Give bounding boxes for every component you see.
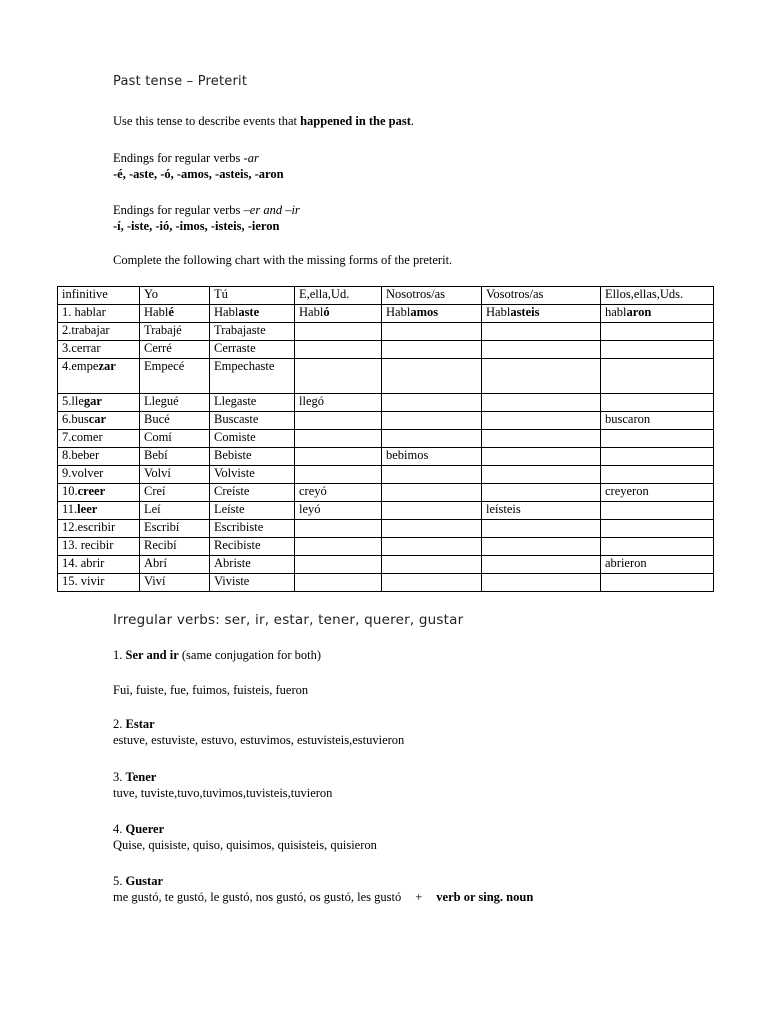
- table-row: [58, 412, 714, 430]
- cell-text: Leíste: [214, 502, 245, 516]
- cell-text: Escribí: [144, 520, 180, 534]
- conjugation-cell: [601, 394, 714, 412]
- cell-text: Habl: [486, 305, 511, 319]
- conjugation-cell: [482, 574, 601, 592]
- cell-text: 6.bus: [62, 412, 89, 426]
- conjugation-cell: [210, 484, 295, 502]
- conjugation-cell: [140, 305, 210, 323]
- er-ir-endings-list: -í, -iste, -ió, -imos, -isteis, -ieron: [113, 219, 280, 233]
- conjugation-cell: [482, 430, 601, 448]
- ending-bold: leer: [77, 502, 98, 516]
- cell-text: Comí: [144, 430, 172, 444]
- table-row: [58, 520, 714, 538]
- cell-text: 3.cerrar: [62, 341, 101, 355]
- table-row: [58, 305, 714, 323]
- conjugation-cell: [210, 574, 295, 592]
- cell-text: Bebiste: [214, 448, 252, 462]
- conjugation-cell: [601, 556, 714, 574]
- table-row: [58, 359, 714, 394]
- irregular-gustar-forms: me gustó, te gustó, le gustó, nos gustó, os gustó, les gustó + verb or sing. noun: [113, 890, 534, 904]
- conjugation-cell: [382, 556, 482, 574]
- irregular-querer-forms: Quise, quisiste, quiso, quisimos, quisisteis, quisieron: [113, 838, 377, 852]
- infinitive-cell: [58, 305, 140, 323]
- infinitive-cell: [58, 323, 140, 341]
- conjugation-cell: [210, 556, 295, 574]
- conjugation-cell: [382, 394, 482, 412]
- cell-text: Viviste: [214, 574, 250, 588]
- ar-endings-label: Endings for regular verbs -ar: [113, 151, 259, 165]
- infinitive-cell: [58, 520, 140, 538]
- ending-bold: gar: [83, 394, 102, 408]
- conjugation-cell: [382, 574, 482, 592]
- cell-text: Llegué: [144, 394, 179, 408]
- conjugation-cell: [382, 520, 482, 538]
- table-row: [58, 556, 714, 574]
- conjugation-cell: [382, 341, 482, 359]
- infinitive-cell: [58, 574, 140, 592]
- cell-text: Habl: [214, 305, 239, 319]
- cell-text: 2.trabajar: [62, 323, 110, 337]
- table-row: [58, 574, 714, 592]
- cell-text: 8.beber: [62, 448, 100, 462]
- table-row: [58, 502, 714, 520]
- conjugation-cell: [482, 341, 601, 359]
- gustar-complement: verb or sing. noun: [436, 890, 534, 904]
- irregular-ser-ir-forms: Fui, fuiste, fue, fuimos, fuisteis, fueron: [113, 683, 309, 697]
- conjugation-cell: [382, 448, 482, 466]
- irregular-verb-name: Ser and ir: [125, 648, 179, 662]
- cell-text: 7.comer: [62, 430, 103, 444]
- cell-text: 13. recibir: [62, 538, 114, 552]
- cell-text: buscaron: [605, 412, 651, 426]
- conjugation-cell: [601, 412, 714, 430]
- cell-text: leyó: [299, 502, 321, 516]
- conjugation-cell: [140, 341, 210, 359]
- conjugation-cell: [295, 359, 382, 394]
- cell-text: Cerraste: [214, 341, 256, 355]
- conjugation-cell: [482, 448, 601, 466]
- ending-bold: aron: [626, 305, 652, 319]
- conjugation-cell: [295, 466, 382, 484]
- conjugation-cell: [210, 341, 295, 359]
- ending-bold: zar: [98, 359, 116, 373]
- irregular-ser-ir: 1. Ser and ir (same conjugation for both): [113, 648, 322, 662]
- conjugation-cell: [140, 484, 210, 502]
- cell-text: Cerré: [144, 341, 172, 355]
- conjugation-cell: [382, 323, 482, 341]
- conjugation-cell: [295, 323, 382, 341]
- conjugation-cell: [210, 520, 295, 538]
- conjugation-cell: [482, 394, 601, 412]
- conjugation-cell: [140, 448, 210, 466]
- cell-text: abrieron: [605, 556, 647, 570]
- conjugation-cell: [601, 341, 714, 359]
- conjugation-cell: [482, 359, 601, 394]
- infinitive-cell: [58, 341, 140, 359]
- infinitive-cell: [58, 359, 140, 394]
- conjugation-cell: [140, 574, 210, 592]
- conjugation-cell: [210, 466, 295, 484]
- conjugation-cell: [382, 430, 482, 448]
- cell-text: leísteis: [486, 502, 521, 516]
- conjugation-cell: [295, 502, 382, 520]
- conjugation-cell: [482, 305, 601, 323]
- cell-text: Creíste: [214, 484, 250, 498]
- cell-text: Viví: [144, 574, 166, 588]
- cell-text: 15. vivir: [62, 574, 105, 588]
- cell-text: 1. hablar: [62, 305, 106, 319]
- cell-text: Trabajé: [144, 323, 182, 337]
- conjugation-cell: [482, 520, 601, 538]
- table-header-row: [58, 287, 714, 305]
- conjugation-cell: [140, 520, 210, 538]
- cell-text: Trabajaste: [214, 323, 266, 337]
- conjugation-cell: [601, 574, 714, 592]
- ar-endings-block: [113, 150, 284, 182]
- conjugation-cell: [295, 520, 382, 538]
- cell-text: Buscaste: [214, 412, 259, 426]
- conjugation-cell: [210, 305, 295, 323]
- conjugation-cell: [601, 502, 714, 520]
- cell-text: Abrí: [144, 556, 167, 570]
- ending-bold: é: [168, 305, 174, 319]
- cell-text: 12.escribir: [62, 520, 116, 534]
- irregular-tener-forms: tuve, tuviste,tuvo,tuvimos,tuvisteis,tuvieron: [113, 786, 333, 800]
- cell-text: Habl: [144, 305, 169, 319]
- table-row: [58, 448, 714, 466]
- conjugation-cell: [295, 341, 382, 359]
- infinitive-cell: [58, 394, 140, 412]
- cell-text: Recibí: [144, 538, 177, 552]
- conjugation-cell: [210, 412, 295, 430]
- conjugation-cell: [140, 538, 210, 556]
- page-title: Past tense – Preterit: [113, 74, 248, 89]
- conjugation-cell: [295, 305, 382, 323]
- table-row: [58, 394, 714, 412]
- conjugation-cell: [210, 323, 295, 341]
- column-header: Nosotros/as: [382, 287, 482, 305]
- conjugation-cell: [210, 430, 295, 448]
- cell-text: 9.volver: [62, 466, 104, 480]
- cell-text: Bucé: [144, 412, 170, 426]
- conjugation-cell: [295, 574, 382, 592]
- irregular-verb-name: Gustar: [125, 874, 163, 888]
- conjugation-cell: [140, 412, 210, 430]
- cell-text: 11.: [62, 502, 78, 516]
- ending-bold: car: [88, 412, 107, 426]
- infinitive-cell: [58, 430, 140, 448]
- conjugation-cell: [482, 323, 601, 341]
- conjugation-cell: [382, 466, 482, 484]
- intro-paragraph: [113, 114, 414, 129]
- cell-text: Habl: [386, 305, 411, 319]
- cell-text: 10.: [62, 484, 78, 498]
- column-header: Vosotros/as: [482, 287, 601, 305]
- conjugation-cell: [601, 359, 714, 394]
- conjugation-cell: [482, 466, 601, 484]
- column-header: E,ella,Ud.: [295, 287, 382, 305]
- conjugation-cell: [140, 556, 210, 574]
- irregular-estar-forms: estuve, estuviste, estuvo, estuvimos, estuvisteis,estuvieron: [113, 733, 405, 747]
- conjugation-cell: [140, 466, 210, 484]
- cell-text: creyeron: [605, 484, 649, 498]
- infinitive-cell: [58, 538, 140, 556]
- infinitive-cell: [58, 556, 140, 574]
- cell-text: Bebí: [144, 448, 168, 462]
- conjugation-cell: [295, 484, 382, 502]
- irregular-verb-name: Querer: [125, 822, 165, 836]
- irregular-tener: 3. Tener tuve, tuviste,tuvo,tuvimos,tuvisteis,tuvieron: [113, 770, 333, 800]
- intro-text: Use this tense to describe events that: [113, 114, 301, 128]
- conjugation-cell: [382, 359, 482, 394]
- cell-text: Empechaste: [214, 359, 275, 373]
- conjugation-cell: [601, 520, 714, 538]
- ending-bold: creer: [77, 484, 106, 498]
- conjugation-cell: [140, 323, 210, 341]
- cell-text: Abriste: [214, 556, 251, 570]
- cell-text: creyó: [299, 484, 327, 498]
- cell-text: Empecé: [144, 359, 185, 373]
- cell-text: 14. abrir: [62, 556, 105, 570]
- plus-sign: +: [415, 890, 423, 904]
- intro-suffix: .: [410, 114, 415, 128]
- cell-text: Creí: [144, 484, 166, 498]
- irregular-estar: 2. Estar estuve, estuviste, estuvo, estuvimos, estuvisteis,estuvieron: [113, 717, 405, 747]
- infinitive-cell: [58, 448, 140, 466]
- cell-text: 4.empe: [62, 359, 99, 373]
- irregular-verb-name: Estar: [125, 717, 155, 731]
- conjugation-cell: [140, 394, 210, 412]
- conjugation-cell: [210, 502, 295, 520]
- conjugation-cell: [482, 412, 601, 430]
- cell-text: bebimos: [386, 448, 429, 462]
- conjugation-cell: [382, 305, 482, 323]
- infinitive-cell: [58, 466, 140, 484]
- conjugation-cell: [601, 323, 714, 341]
- conjugation-cell: [382, 538, 482, 556]
- cell-text: Llegaste: [214, 394, 257, 408]
- table-row: [58, 466, 714, 484]
- conjugation-cell: [295, 430, 382, 448]
- table-row: [58, 430, 714, 448]
- infinitive-cell: [58, 484, 140, 502]
- conjugation-cell: [140, 359, 210, 394]
- column-header: infinitive: [58, 287, 140, 305]
- conjugation-cell: [601, 484, 714, 502]
- conjugation-cell: [210, 394, 295, 412]
- infinitive-cell: [58, 412, 140, 430]
- cell-text: Leí: [144, 502, 161, 516]
- cell-text: 5.lle: [62, 394, 84, 408]
- conjugation-cell: [295, 448, 382, 466]
- column-header: Yo: [140, 287, 210, 305]
- conjugation-table: [57, 286, 714, 592]
- cell-text: Comiste: [214, 430, 256, 444]
- irregular-verb-name: Tener: [125, 770, 157, 784]
- cell-text: Volviste: [214, 466, 255, 480]
- column-header: Ellos,ellas,Uds.: [601, 287, 714, 305]
- conjugation-cell: [140, 502, 210, 520]
- conjugation-cell: [601, 448, 714, 466]
- ar-endings-list: -é, -aste, -ó, -amos, -asteis, -aron: [113, 167, 284, 181]
- cell-text: Recibiste: [214, 538, 261, 552]
- er-ir-endings-label: Endings for regular verbs –er and –ir: [113, 203, 300, 217]
- conjugation-cell: [601, 430, 714, 448]
- cell-text: llegó: [299, 394, 324, 408]
- irregular-querer: 4. Querer Quise, quisiste, quiso, quisimos, quisisteis, quisieron: [113, 822, 377, 852]
- conjugation-cell: [601, 466, 714, 484]
- intro-emphasis: happened in the past: [300, 114, 411, 128]
- conjugation-cell: [140, 430, 210, 448]
- conjugation-cell: [295, 412, 382, 430]
- conjugation-cell: [210, 359, 295, 394]
- table-row: [58, 323, 714, 341]
- chart-instructions: Complete the following chart with the missing forms of the preterit.: [113, 253, 453, 267]
- table-row: [58, 484, 714, 502]
- cell-text: Escribiste: [214, 520, 264, 534]
- conjugation-cell: [295, 538, 382, 556]
- table-row: [58, 538, 714, 556]
- er-ir-endings-block: [113, 202, 300, 234]
- conjugation-cell: [601, 538, 714, 556]
- conjugation-cell: [295, 394, 382, 412]
- table-row: [58, 341, 714, 359]
- conjugation-cell: [382, 484, 482, 502]
- ending-bold: amos: [410, 305, 439, 319]
- ending-bold: asteis: [510, 305, 540, 319]
- irregular-heading: Irregular verbs: ser, ir, estar, tener, querer, gustar: [113, 612, 464, 628]
- conjugation-cell: [482, 538, 601, 556]
- column-header: Tú: [210, 287, 295, 305]
- conjugation-cell: [482, 556, 601, 574]
- cell-text: Volví: [144, 466, 171, 480]
- conjugation-cell: [210, 538, 295, 556]
- irregular-gustar: 5. Gustar me gustó, te gustó, le gustó, nos gustó, os gustó, les gustó + verb or sing. noun: [113, 874, 534, 904]
- ending-bold: ó: [323, 305, 330, 319]
- infinitive-cell: [58, 502, 140, 520]
- conjugation-cell: [482, 484, 601, 502]
- conjugation-cell: [382, 502, 482, 520]
- ending-bold: aste: [238, 305, 260, 319]
- cell-text: Habl: [299, 305, 324, 319]
- cell-text: habl: [605, 305, 627, 319]
- conjugation-cell: [601, 305, 714, 323]
- conjugation-cell: [382, 412, 482, 430]
- conjugation-cell: [295, 556, 382, 574]
- conjugation-cell: [482, 502, 601, 520]
- conjugation-cell: [210, 448, 295, 466]
